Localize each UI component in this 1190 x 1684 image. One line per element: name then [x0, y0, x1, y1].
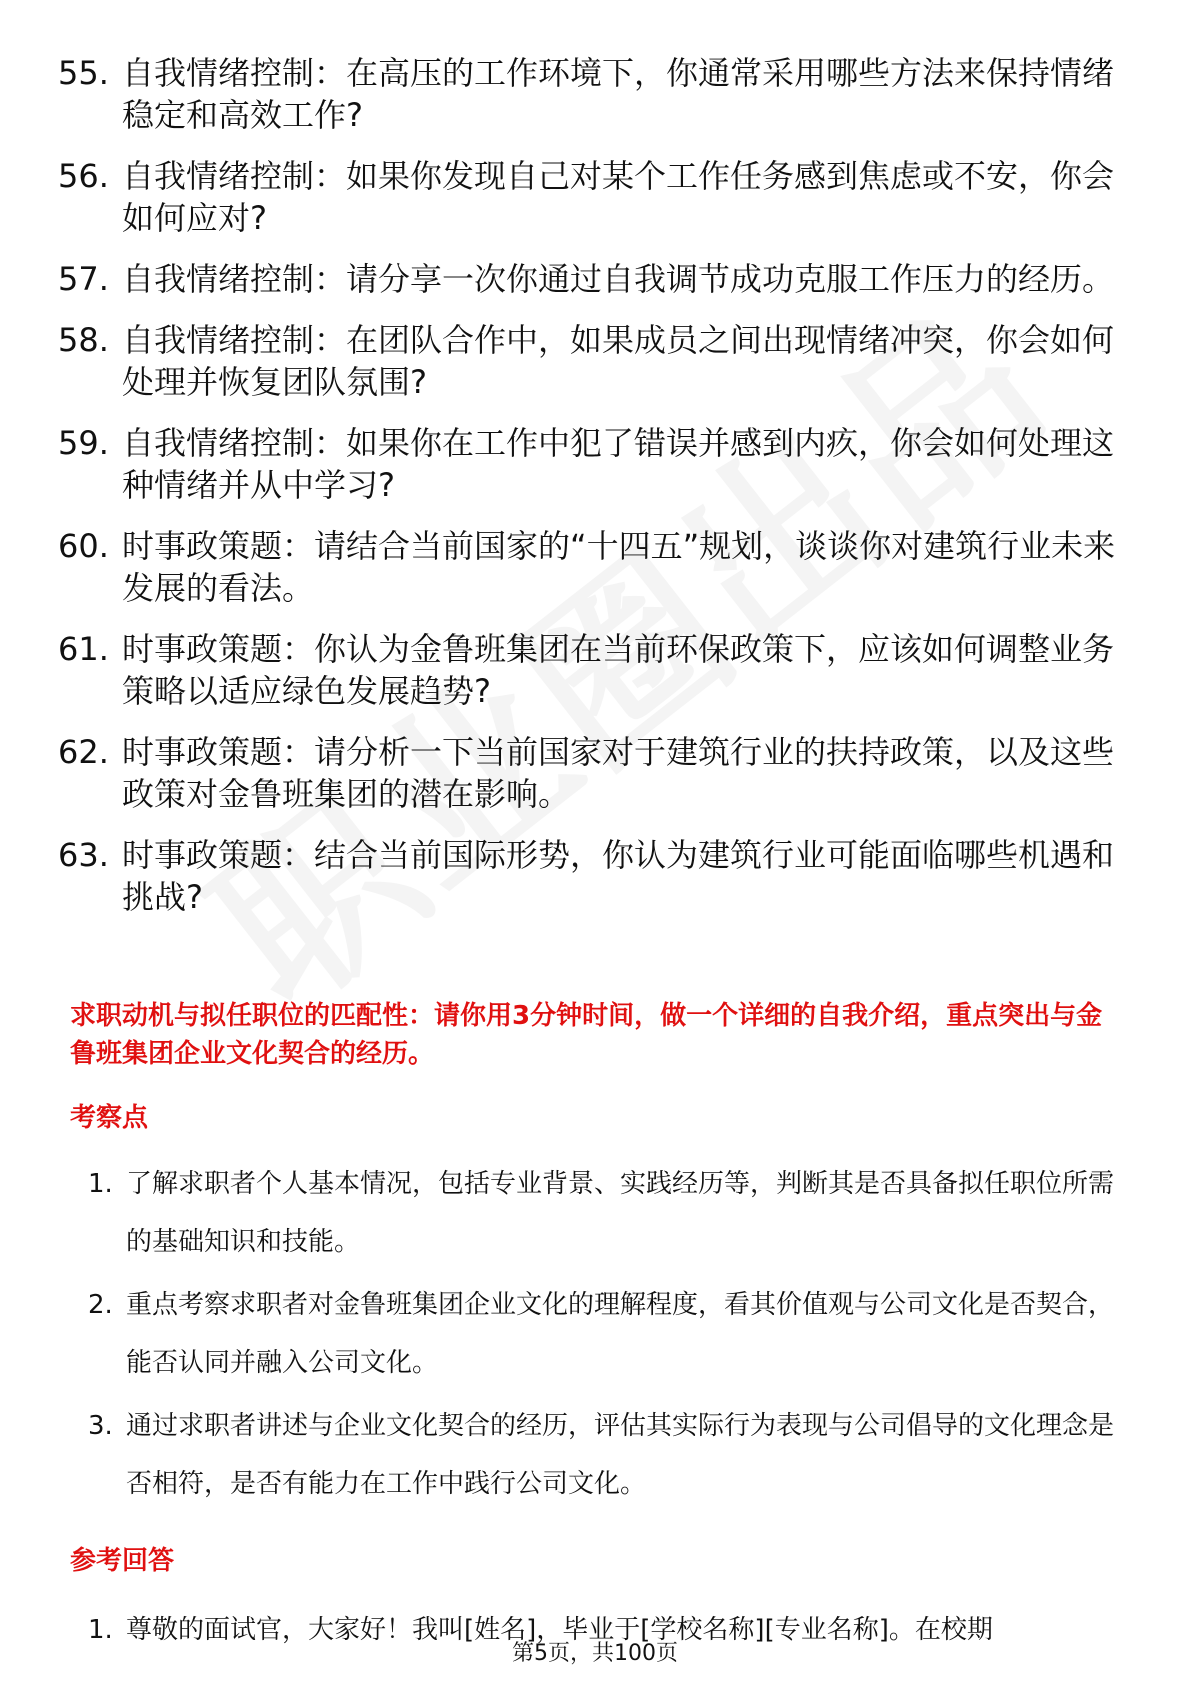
answer-number: 1.: [88, 1615, 113, 1645]
question-number: 56.: [58, 157, 109, 195]
question-number: 57.: [58, 260, 109, 298]
point-item: [80, 1397, 1130, 1513]
points-list: [80, 1155, 1130, 1518]
point-number: 2.: [88, 1290, 113, 1320]
question-item: [52, 628, 1132, 712]
question-number: 63.: [58, 836, 109, 874]
question-number: 55.: [58, 54, 109, 92]
question-text: 自我情绪控制：在高压的工作环境下，你通常采用哪些方法来保持情绪稳定和高效工作?: [122, 54, 1115, 134]
question-text: 自我情绪控制：在团队合作中，如果成员之间出现情绪冲突，你会如何处理并恢复团队氛围?: [122, 321, 1115, 401]
point-text: 了解求职者个人基本情况，包括专业背景、实践经历等，判断其是否具备拟任职位所需的基础知识和技能。: [126, 1169, 1115, 1257]
question-text: 自我情绪控制：请分享一次你通过自我调节成功克服工作压力的经历。: [122, 260, 1115, 298]
point-item: [80, 1276, 1130, 1392]
point-text: 重点考察求职者对金鲁班集团企业文化的理解程度，看其价值观与公司文化是否契合，能否认同并融入公司文化。: [126, 1290, 1115, 1378]
question-item: [52, 525, 1132, 609]
question-text: 自我情绪控制：如果你发现自己对某个工作任务感到焦虑或不安，你会如何应对?: [122, 157, 1115, 237]
question-text: 时事政策题：请结合当前国家的“十四五”规划，谈谈你对建筑行业未来发展的看法。: [122, 527, 1116, 607]
point-number: 1.: [88, 1169, 113, 1199]
question-text: 时事政策题：你认为金鲁班集团在当前环保政策下，应该如何调整业务策略以适应绿色发展趋势?: [122, 630, 1115, 710]
page-footer: 第5页，共100页: [512, 1641, 678, 1666]
point-text: 通过求职者讲述与企业文化契合的经历，评估其实际行为表现与公司倡导的文化理念是否相符，是否有能力在工作中践行公司文化。: [126, 1411, 1115, 1499]
question-item: [52, 422, 1132, 506]
question-number: 61.: [58, 630, 109, 668]
question-text: 自我情绪控制：如果你在工作中犯了错误并感到内疚，你会如何处理这种情绪并从中学习?: [122, 424, 1115, 504]
answer-text: 尊敬的面试官，大家好！我叫[姓名]，毕业于[学校名称][专业名称]。在校期: [126, 1615, 993, 1645]
question-text: 时事政策题：请分析一下当前国家对于建筑行业的扶持政策，以及这些政策对金鲁班集团的潜在影响。: [122, 733, 1115, 813]
question-item: [52, 319, 1132, 403]
points-label: 考察点: [70, 1103, 149, 1133]
question-number: 59.: [58, 424, 109, 462]
question-item: [52, 258, 1132, 300]
question-item: [52, 834, 1132, 918]
question-item: [52, 731, 1132, 815]
question-number: 60.: [58, 527, 109, 565]
question-text: 时事政策题：结合当前国际形势，你认为建筑行业可能面临哪些机遇和挑战?: [122, 836, 1115, 916]
question-list: [52, 52, 1132, 937]
section-heading: 求职动机与拟任职位的匹配性：请你用3分钟时间，做一个详细的自我介绍，重点突出与金鲁班集团企业文化契合的经历。: [70, 1001, 1103, 1069]
point-item: [80, 1155, 1130, 1271]
answer-label: 参考回答: [70, 1546, 175, 1576]
question-item: [52, 52, 1132, 136]
question-number: 62.: [58, 733, 109, 771]
question-item: [52, 155, 1132, 239]
point-number: 3.: [88, 1411, 113, 1441]
question-number: 58.: [58, 321, 109, 359]
